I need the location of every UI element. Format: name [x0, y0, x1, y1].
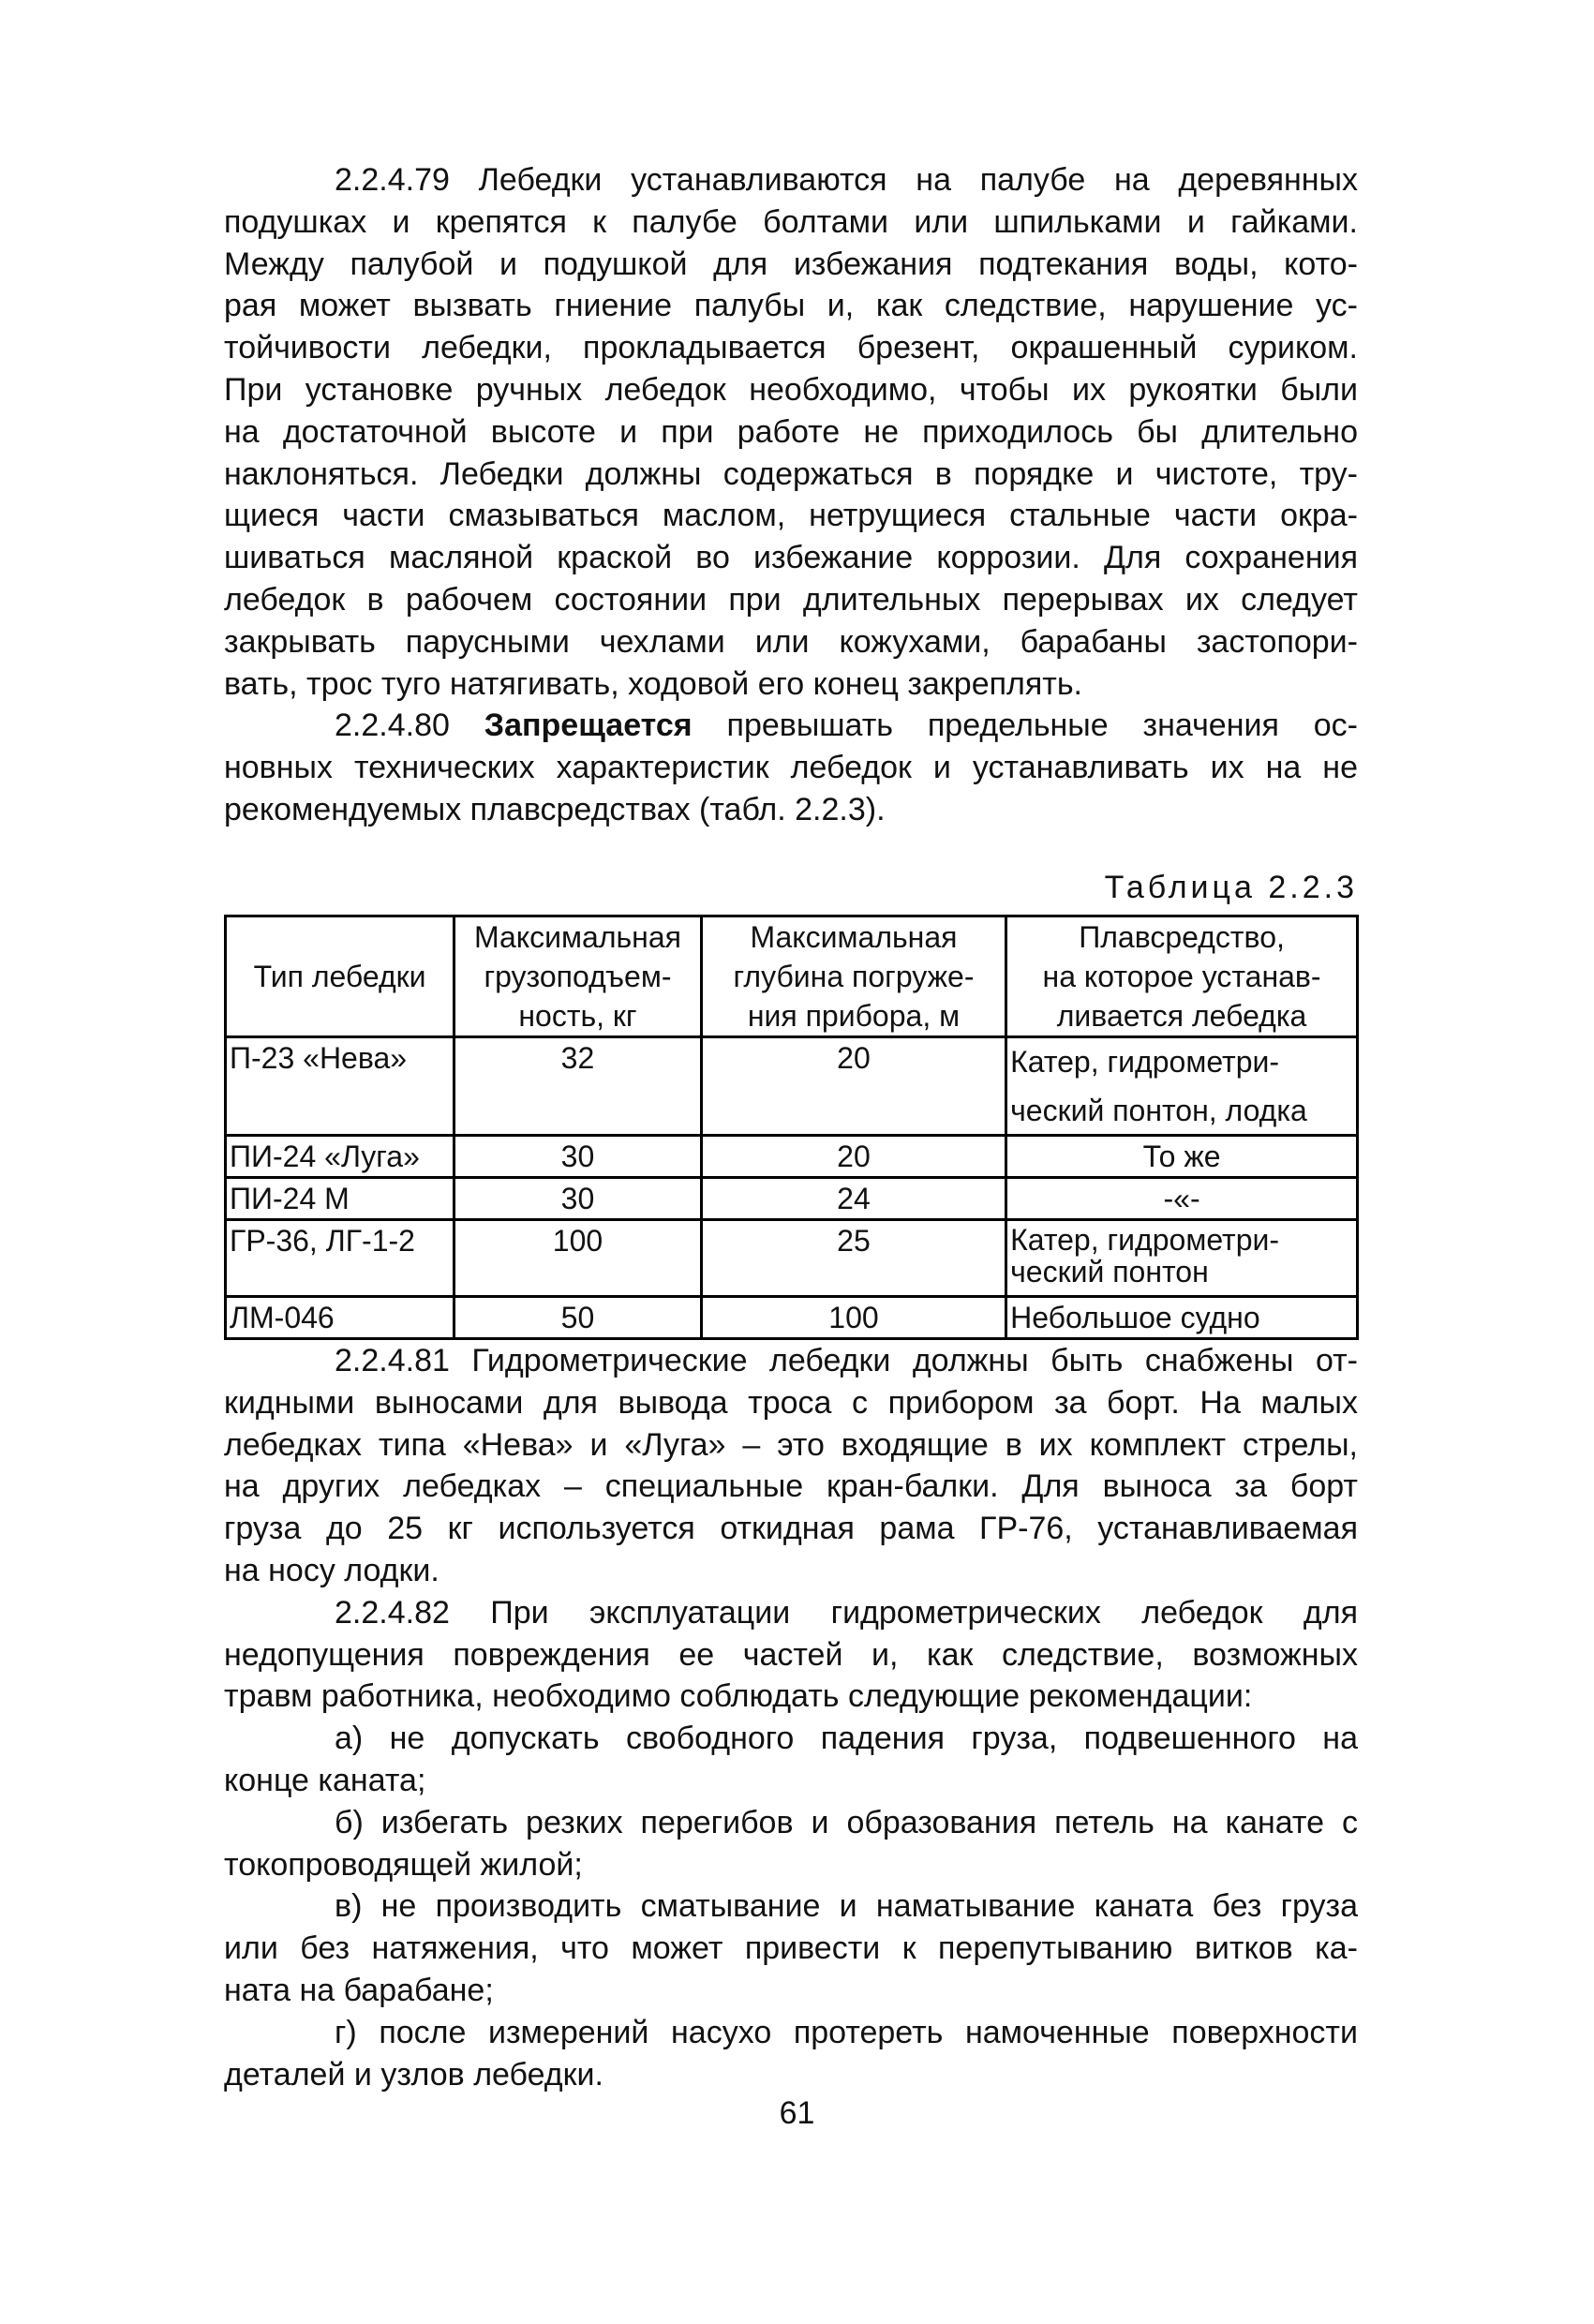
text-segment: 2.2.4.80: [335, 708, 484, 744]
text-segment: превышать предельные значения ос-: [692, 708, 1358, 744]
vessel-line: ческий понтон, лодка: [1010, 1094, 1307, 1127]
table-header-cell: [226, 916, 454, 1037]
top-paragraphs: [224, 159, 1358, 831]
header-line: на которое устанав-: [1042, 960, 1321, 993]
text-line: 2.2.4.82 При эксплуатации гидрометрических лебедок для: [335, 1594, 1358, 1631]
table-header-cell: [701, 916, 1006, 1037]
max-load-cell: 50: [454, 1297, 702, 1339]
header-line: ния прибора, м: [747, 999, 961, 1033]
table-row: [226, 1220, 1358, 1297]
vessel-line: То же: [1142, 1140, 1221, 1173]
vessel-line: -«-: [1163, 1182, 1200, 1215]
text-line: конце каната;: [224, 1762, 426, 1798]
text-line: травм работника, необходимо соблюдать следующие рекомендации:: [224, 1678, 1253, 1715]
vessel-line: Катер, гидрометри-: [1010, 1223, 1280, 1257]
text-line: 2.2.4.79 Лебедки устанавливаются на палубе на деревянных: [335, 162, 1358, 198]
bottom-paragraphs: [224, 1340, 1358, 2095]
text-line: шиваться масляной краской во избежание коррозии. Для сохранения: [224, 540, 1358, 576]
text-line: новных технических характеристик лебедок и устанавливать их на не: [224, 750, 1358, 786]
table-header-row: [226, 916, 1358, 1037]
table-row: [226, 1136, 1358, 1178]
text-line: недопущения повреждения ее частей и, как следствие, возможных: [224, 1636, 1358, 1673]
table-row: [226, 1178, 1358, 1220]
max-depth-cell: 24: [701, 1178, 1006, 1220]
text-line: При установке ручных лебедок необходимо, чтобы их рукоятки были: [224, 371, 1358, 408]
text-line: 2.2.4.81 Гидрометрические лебедки должны быть снабжены от-: [335, 1343, 1358, 1378]
max-depth-cell: 20: [701, 1037, 1006, 1136]
vessel-cell: [1006, 1136, 1358, 1178]
winch-type-cell: ЛМ-046: [226, 1297, 454, 1339]
text-line: закрывать парусными чехлами или кожухами, барабаны застопори-: [224, 623, 1358, 660]
header-line: Максимальная: [473, 920, 681, 954]
header-line: Тип лебедки: [253, 960, 426, 993]
text-line: лебедках типа «Нева» и «Луга» – это входящие в их комплект стрелы,: [224, 1426, 1358, 1463]
text-line: груза до 25 кг используется откидная рама ГР-76, устанавливаемая: [224, 1511, 1358, 1547]
table-row: [226, 1297, 1358, 1339]
vessel-cell: [1006, 1297, 1358, 1339]
text-line: кидными выносами для вывода троса с прибором за борт. На малых: [224, 1384, 1358, 1421]
vessel-cell: [1006, 1220, 1358, 1297]
vessel-line: Катер, гидрометри-: [1010, 1045, 1280, 1079]
max-depth-cell: 100: [701, 1297, 1006, 1339]
text-line: деталей и узлов лебедки.: [224, 2056, 603, 2093]
text-line: в) не производить сматывание и наматывание каната без груза: [335, 1888, 1358, 1925]
table-header-cell: [454, 916, 702, 1037]
winch-type-cell: ГР-36, ЛГ-1-2: [226, 1220, 454, 1297]
text-line: на других лебедках – специальные кран-балки. Для выноса за борт: [224, 1468, 1358, 1505]
vessel-cell: [1006, 1178, 1358, 1220]
winch-type-cell: П-23 «Нева»: [226, 1037, 454, 1136]
text-line: рекомендуемых плавсредствах (табл. 2.2.3).: [224, 791, 886, 827]
header-line: глубина погруже-: [733, 960, 975, 993]
text-line: токопроводящей жилой;: [224, 1846, 583, 1883]
text-line: г) после измерений насухо протереть намоченные поверхности: [335, 2014, 1358, 2050]
text-line: а) не допускать свободного падения груза, подвешенного на: [335, 1721, 1358, 1757]
text-line: щиеся части смазываться маслом, нетрущиеся стальные части окра-: [224, 498, 1358, 534]
text-line: подушках и крепятся к палубе болтами или шпильками и гайками.: [224, 203, 1358, 240]
text-line: рая может вызвать гниение палубы и, как следствие, нарушение ус-: [224, 288, 1358, 324]
text-line: на носу лодки.: [224, 1552, 439, 1588]
header-line: Плавсредство,: [1079, 920, 1285, 954]
vessel-line: Небольшое судно: [1010, 1301, 1260, 1334]
text-line: б) избегать резких перегибов и образования петель на канате с: [335, 1804, 1358, 1840]
max-load-cell: 30: [454, 1136, 702, 1178]
max-load-cell: 32: [454, 1037, 702, 1136]
table-caption: Таблица 2.2.3: [1104, 870, 1358, 905]
vessel-line: ческий понтон: [1010, 1255, 1209, 1289]
text-line: вать, трос туго натягивать, ходовой его конец закреплять.: [224, 665, 1082, 702]
max-depth-cell: 20: [701, 1136, 1006, 1178]
header-line: ливается лебедка: [1056, 999, 1307, 1033]
bold-emphasis: Запрещается: [484, 708, 693, 744]
max-depth-cell: 25: [701, 1220, 1006, 1297]
header-line: грузоподъем-: [484, 960, 672, 993]
winch-type-cell: ПИ-24 «Луга»: [226, 1136, 454, 1178]
text-line: или без натяжения, что может привести к перепутыванию витков ка-: [224, 1930, 1358, 1967]
table-row: [226, 1037, 1358, 1136]
text-line: ната на барабане;: [224, 1972, 494, 2008]
text-line: тойчивости лебедки, прокладывается брезент, окрашенный суриком.: [224, 330, 1358, 366]
header-line: ность, кг: [518, 999, 637, 1033]
header-line: Максимальная: [750, 920, 958, 954]
max-load-cell: 100: [454, 1220, 702, 1297]
max-load-cell: 30: [454, 1178, 702, 1220]
text-line: лебедок в рабочем состоянии при длительных перерывах их следует: [224, 581, 1358, 618]
vessel-cell: [1006, 1037, 1358, 1136]
text-line: наклоняться. Лебедки должны содержаться в порядке и чистоте, тру-: [224, 455, 1358, 492]
page-number: 61: [779, 2095, 815, 2131]
text-line: на достаточной высоте и при работе не приходилось бы длительно: [224, 413, 1358, 450]
table-header-cell: [1006, 916, 1358, 1037]
text-line: Между палубой и подушкой для избежания подтекания воды, кото-: [224, 246, 1358, 282]
text-line: [224, 705, 1358, 747]
winch-table: [224, 915, 1359, 1340]
winch-type-cell: ПИ-24 М: [226, 1178, 454, 1220]
